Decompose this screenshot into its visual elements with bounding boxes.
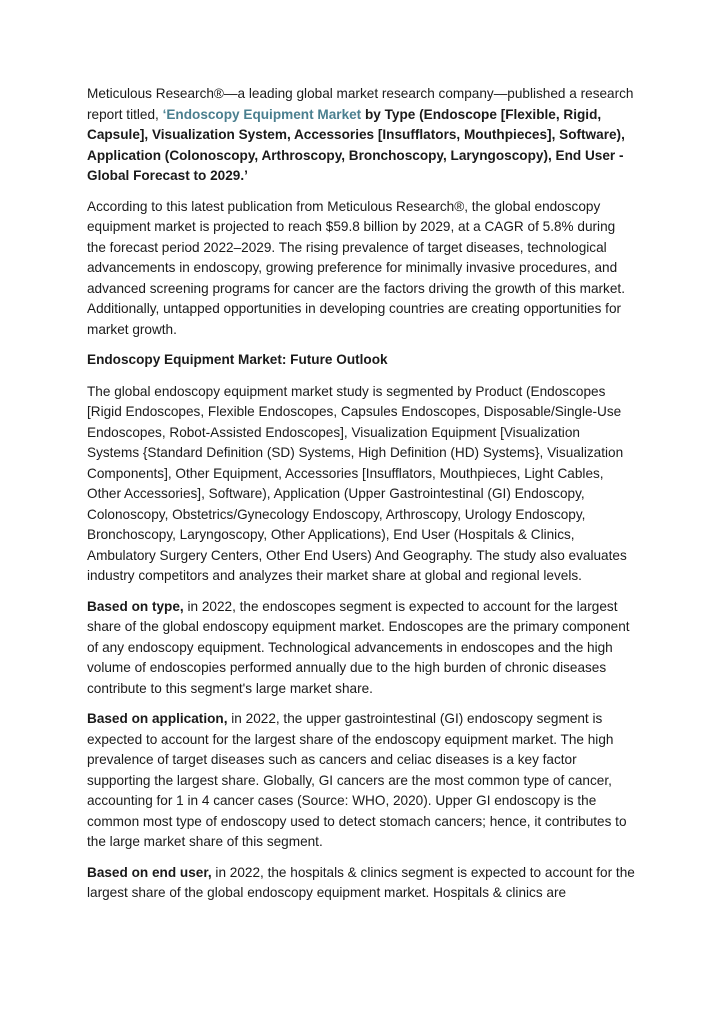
end-user-paragraph xyxy=(87,863,635,904)
report-title-rest: by Type (Endoscope [Flexible, Rigid, Capsule], Visualization System, Accessories [Insufflators, Mouthpieces], Software), Application (Colonoscopy, Arthroscopy, Bronchoscopy, Laryngoscopy), End User - Global Forecast to 2029.’ xyxy=(87,106,625,183)
market-forecast-paragraph: According to this latest publication from Meticulous Research®, the global endoscopy equipment market is projected to reach $59.8 billion by 2029, at a CAGR of 5.8% during the forecast period 2022–2029. The rising prevalence of target diseases, technological advancements in endoscopy, growing preference for minimally invasive procedures, and advanced screening programs for cancer are the factors driving the growth of this market. Additionally, untapped opportunities in developing countries are creating opportunities for market growth. xyxy=(87,198,625,337)
intro-paragraph xyxy=(87,84,635,187)
segmentation-paragraph: The global endoscopy equipment market study is segmented by Product (Endoscopes [Rigid Endoscopes, Flexible Endoscopes, Capsules Endoscopes, Disposable/Single-Use Endoscopes, Robot-Assisted Endoscopes], Visualization Equipment [Visualization Systems {Standard Definition (SD) Systems, High Definition (HD) Systems}, Visualization Components], Other Equipment, Accessories [Insufflators, Mouthpieces, Light Cables, Other Accessories], Software), Application (Upper Gastrointestinal (GI) Endoscopy, Colonoscopy, Obstetrics/Gynecology Endoscopy, Arthroscopy, Urology Endoscopy, Bronchoscopy, Laryngoscopy, Other Applications), End User (Hospitals & Clinics, Ambulatory Surgery Centers, Other End Users) And Geography. The study also evaluates industry competitors and analyzes their market share at global and regional levels. xyxy=(87,383,627,583)
report-title-link[interactable]: ‘Endoscopy Equipment Market xyxy=(162,106,362,122)
type-label: Based on type, xyxy=(87,598,184,614)
document-page xyxy=(87,84,635,914)
application-text: in 2022, the upper gastrointestinal (GI) endoscopy segment is expected to account for the largest share of the endoscopy equipment market. The high prevalence of target diseases such as cancers and celiac diseases is a key factor supporting the largest share. Globally, GI cancers are the most common type of cancer, accounting for 1 in 4 cancer cases (Source: WHO, 2020). Upper GI endoscopy is the common most type of endoscopy used to detect stomach cancers; hence, it contributes to the large market share of this segment. xyxy=(87,711,627,849)
intro-lead-text: Meticulous Research®—a leading global market research company—published a research report titled, xyxy=(87,86,634,122)
application-label: Based on application, xyxy=(87,711,228,726)
application-paragraph xyxy=(87,709,635,853)
type-paragraph xyxy=(87,597,635,700)
end-user-label: Based on end user, xyxy=(87,864,212,880)
end-user-text: in 2022, the hospitals & clinics segment is expected to account for the largest share of the global endoscopy equipment market. Hospitals & clinics are xyxy=(87,864,635,900)
type-text: in 2022, the endoscopes segment is expected to account for the largest share of the global endoscopy equipment market. Endoscopes are the primary component of any endoscopy equipment. Technological advancements in endoscopes and the high volume of endoscopies performed annually due to the high burden of chronic diseases contribute to this segment's large market share. xyxy=(87,598,630,696)
future-outlook-heading: Endoscopy Equipment Market: Future Outlook xyxy=(87,352,388,367)
